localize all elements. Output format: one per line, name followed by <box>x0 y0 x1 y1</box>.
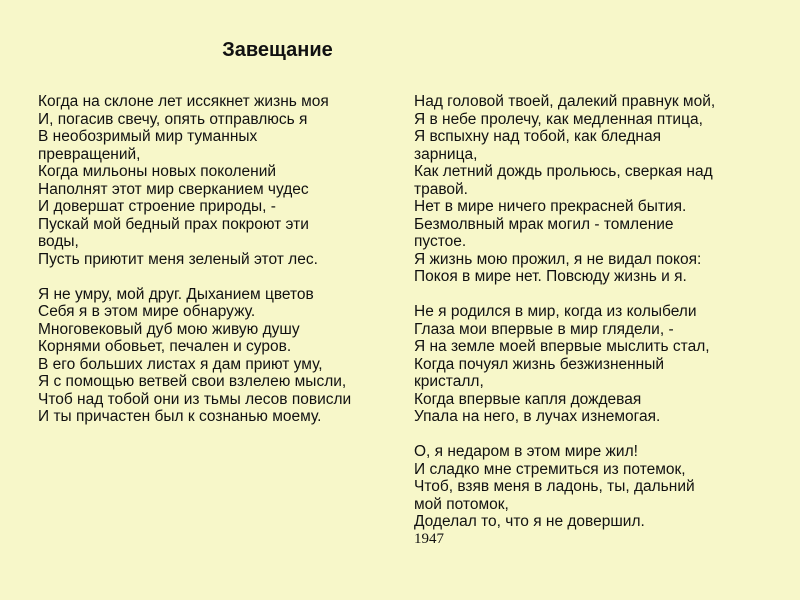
poem-line: Когда на склоне лет иссякнет жизнь моя <box>38 93 329 110</box>
poem-line: Я в небе пролечу, как медленная птица, <box>414 110 703 128</box>
stanza <box>414 443 774 548</box>
poem-line: Нет в мире ничего прекрасней бытия. <box>414 198 687 215</box>
poem-line: Доделал то, что я не довершил. <box>414 513 645 530</box>
poem-line: кристалл, <box>414 373 484 390</box>
poem-line: Я на земле моей впервые мыслить стал, <box>414 338 710 355</box>
stanza <box>414 93 774 286</box>
poem-title: Завещание <box>222 39 333 61</box>
left-column <box>38 93 388 443</box>
poem-line: И ты причастен был к сознанью моему. <box>38 408 322 425</box>
poem-line: Когда мильоны новых поколений <box>38 163 277 180</box>
stanza <box>414 303 774 426</box>
poem-line: Глаза мои впервые в мир глядели, - <box>414 320 674 338</box>
poem-line: И, погасив свечу, опять отправлюсь я <box>38 110 308 128</box>
poem-line: Я не умру, мой друг. Дыханием цветов <box>38 285 314 303</box>
poem-line: Пусть приютит меня зеленый этот лес. <box>38 250 318 268</box>
poem-line: Пускай мой бедный прах покроют эти <box>38 215 309 233</box>
poem-line: И сладко мне стремиться из потемок, <box>414 460 686 478</box>
poem-line: В необозримый мир туманных <box>38 128 258 145</box>
poem-line: О, я недаром в этом мире жил! <box>414 443 638 460</box>
poem-line: Когда почуял жизнь безжизненный <box>414 355 665 373</box>
poem-line: Покоя в мире нет. Повсюду жизнь и я. <box>414 268 687 285</box>
poem-line: Я вспыхну над тобой, как бледная <box>414 128 662 145</box>
poem-line: Чтоб над тобой они из тьмы лесов повисли <box>38 390 352 408</box>
poem-line: Наполнят этот мир сверканием чудес <box>38 180 309 198</box>
poem-line: воды, <box>38 233 79 250</box>
poem-line: Безмолвный мрак могил - томление <box>414 215 674 233</box>
poem-line: Как летний дождь прольюсь, сверкая над <box>414 163 713 180</box>
poem-line: превращений, <box>38 145 141 163</box>
stanza <box>38 286 388 426</box>
stanza <box>38 93 388 268</box>
poem-year: 1947 <box>414 530 444 547</box>
poem-line: Многовековый дуб мою живую душу <box>38 320 300 338</box>
poem-line: Корнями обовьет, печален и суров. <box>38 338 292 355</box>
poem-line: Не я родился в мир, когда из колыбели <box>414 303 697 320</box>
poem-line: Чтоб, взяв меня в ладонь, ты, дальний <box>414 478 695 495</box>
poem-line: Над головой твоей, далекий правнук мой, <box>414 93 716 110</box>
right-column <box>414 93 774 566</box>
poem-line: Я жизнь мою прожил, я не видал покоя: <box>414 250 702 268</box>
poem-line: Я с помощью ветвей свои взлелею мысли, <box>38 373 347 390</box>
poem-line: Упала на него, в лучах изнемогая. <box>414 408 661 425</box>
poem-line: Когда впервые капля дождевая <box>414 390 642 408</box>
poem-line: В его больших листах я дам приют уму, <box>38 355 323 373</box>
poem-line: травой. <box>414 180 468 198</box>
poem-line: Себя я в этом мире обнаружу. <box>38 303 256 320</box>
poem-line: мой потомок, <box>414 495 509 513</box>
poem-line: зарница, <box>414 145 478 163</box>
poem-line: И довершат строение природы, - <box>38 198 276 215</box>
poem-line: пустое. <box>414 233 467 250</box>
